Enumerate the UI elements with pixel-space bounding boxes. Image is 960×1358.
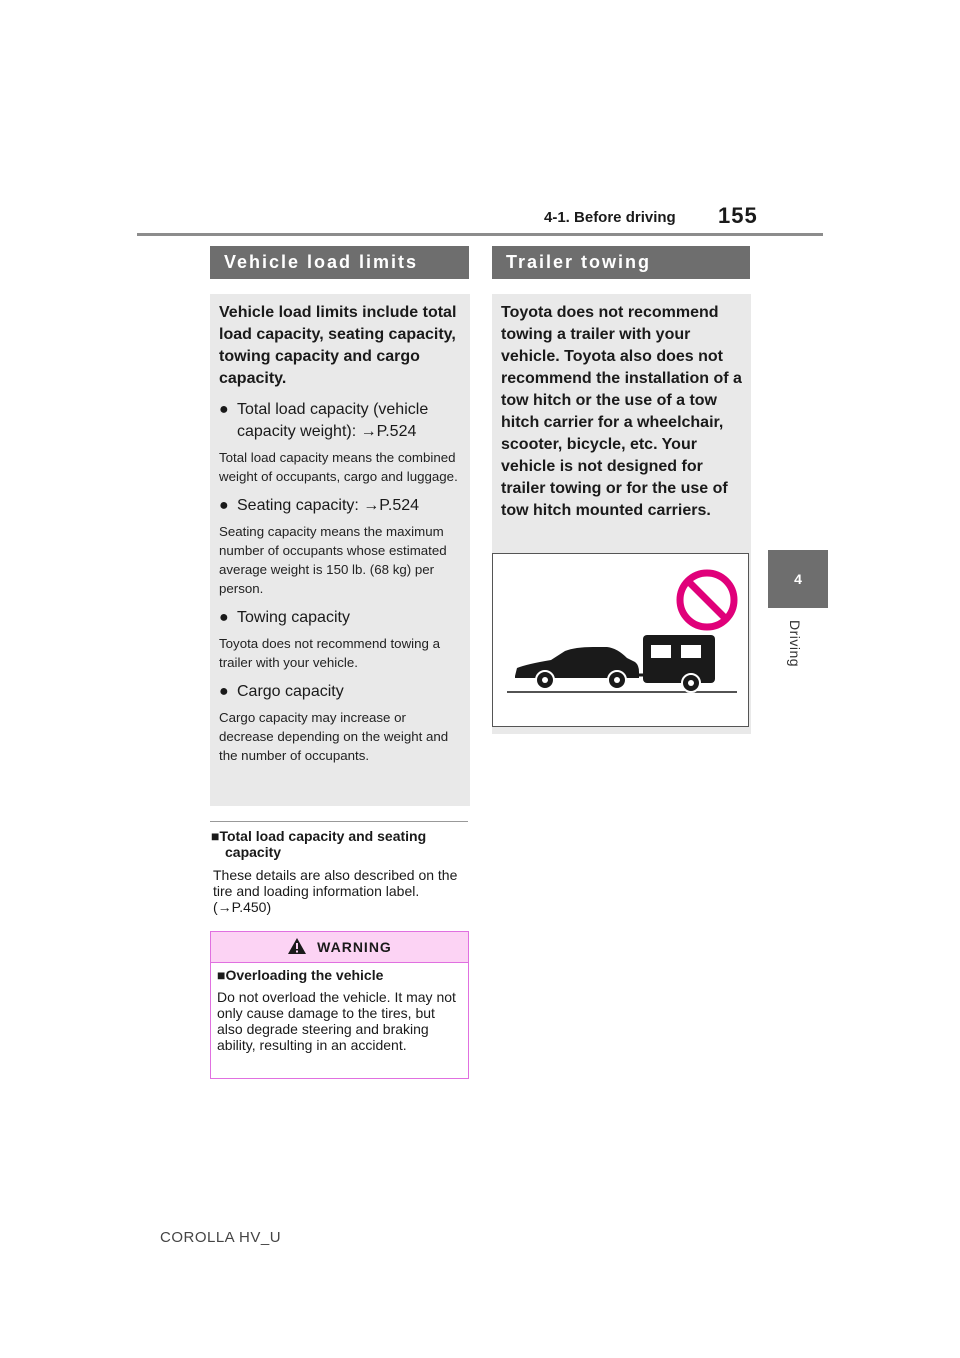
- trailer-text: Toyota does not recommend towing a trailer with your vehicle. Toyota also does not recommend the installation of a tow hitch or the use of a tow hitch carrier for a wheelchair, scooter, bicycle, etc. Your vehicle is not designed for trailer towing or for the use of tow hitch mounted carriers.: [501, 304, 742, 519]
- chapter-number: 4: [794, 571, 802, 587]
- trailer-icon: [643, 635, 715, 692]
- chapter-tab[interactable]: [768, 550, 828, 608]
- header-section-title: 4-1. Before driving: [544, 209, 676, 226]
- header-rule: [137, 233, 823, 236]
- bullet-icon: ●: [219, 401, 229, 418]
- load-item: [219, 607, 461, 629]
- chapter-label: Driving: [787, 620, 803, 668]
- warning-text: Do not overload the vehicle. It may not only cause damage to the tires, but also degrade steering and braking ability, resulting in an accident.: [217, 989, 456, 1053]
- warning-header: [211, 932, 468, 963]
- load-item: [219, 495, 461, 517]
- load-item-title: Total load capacity (vehicle capacity weight): →P.524: [237, 401, 429, 440]
- bullet-icon: ●: [219, 609, 229, 626]
- warning-label: WARNING: [317, 939, 392, 955]
- load-item: [219, 399, 461, 443]
- load-item-title: Towing capacity: [237, 609, 350, 626]
- note-text: These details are also described on the tire and loading information label. (→P.450): [213, 867, 458, 915]
- warning-box: [210, 931, 469, 1079]
- load-item-desc: Seating capacity means the maximum number of occupants whose estimated average weight is 150 lb. (68 kg) per person.: [219, 524, 447, 596]
- prohibition-icon: [680, 573, 734, 627]
- vehicle-load-heading: Vehicle load limits: [210, 246, 469, 279]
- bullet-icon: ●: [219, 497, 229, 514]
- no-towing-illustration: [492, 553, 749, 727]
- note-rule: [210, 821, 468, 822]
- trailer-heading: Trailer towing: [492, 246, 750, 279]
- warning-icon: [287, 937, 307, 955]
- car-icon: [515, 647, 639, 689]
- note-title: ■Total load capacity and seating capacity: [211, 828, 427, 860]
- load-item-desc: Toyota does not recommend towing a trailer with your vehicle.: [219, 636, 441, 670]
- load-item-title: Seating capacity: →P.524: [237, 497, 420, 514]
- load-item-desc: Cargo capacity may increase or decrease depending on the weight and the number of occupants.: [219, 710, 449, 763]
- bullet-icon: ●: [219, 683, 229, 700]
- page-number: 155: [718, 203, 758, 228]
- trailer-panel: [492, 294, 751, 734]
- load-item-title: Cargo capacity: [237, 683, 344, 700]
- load-item-desc: Total load capacity means the combined weight of occupants, cargo and luggage.: [219, 450, 458, 484]
- warning-title: ■Overloading the vehicle: [217, 967, 384, 983]
- load-item: [219, 681, 461, 703]
- vehicle-load-panel: [210, 294, 470, 806]
- footer-model: COROLLA HV_U: [160, 1229, 282, 1246]
- vehicle-load-lead: Vehicle load limits include total load capacity, seating capacity, towing capacity and cargo capacity.: [219, 304, 457, 387]
